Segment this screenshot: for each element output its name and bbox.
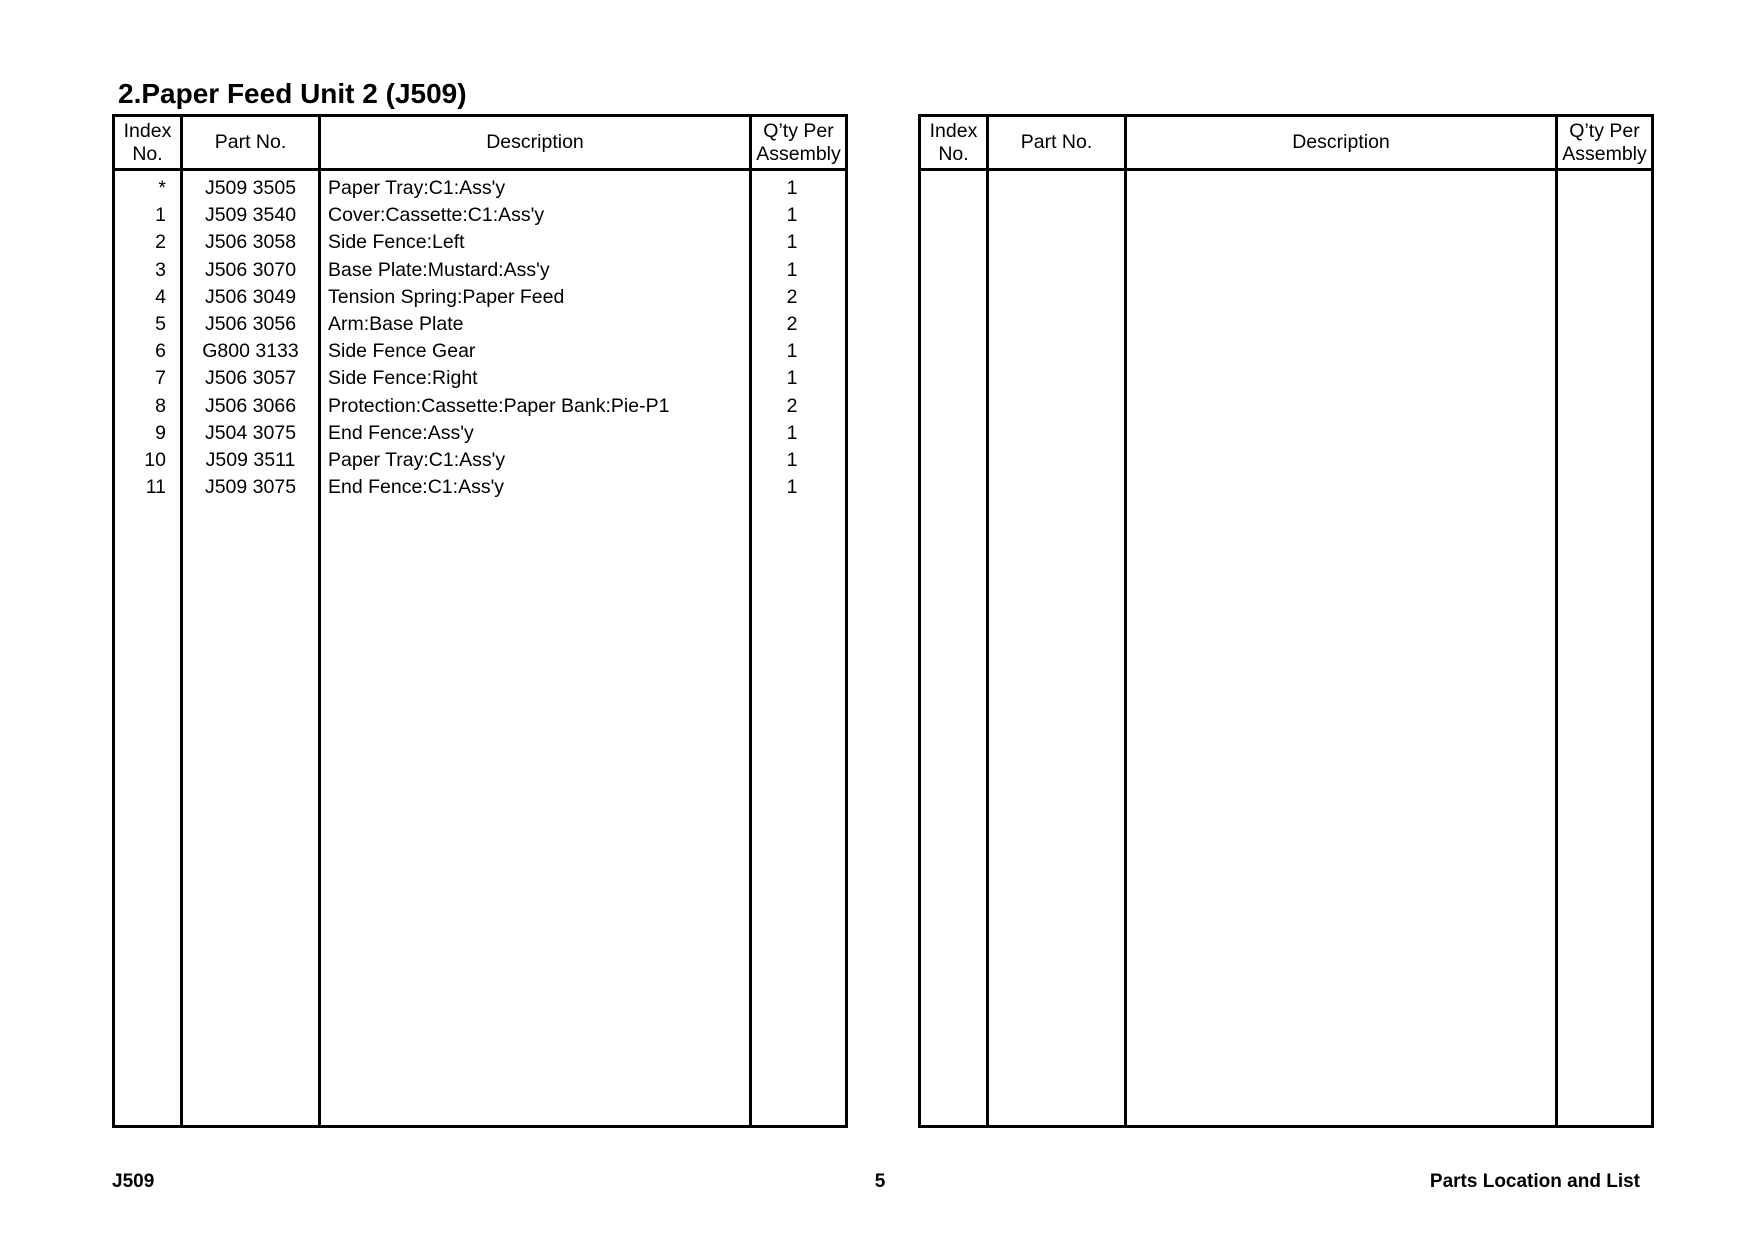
header-qty-line1: Q’ty Per (763, 119, 834, 142)
table-row (115, 175, 845, 202)
row-description: Protection:Cassette:Paper Bank:Pie-P1 (328, 394, 670, 417)
row-qty: 2 (786, 312, 798, 335)
parts-table-right (918, 114, 1654, 1128)
row-index: 9 (155, 421, 166, 444)
row-index: 5 (155, 312, 166, 335)
row-part-no: J506 3066 (204, 394, 297, 417)
row-index: 1 (155, 204, 166, 227)
table-row (115, 474, 845, 501)
header-index-line1: Index (123, 119, 172, 142)
row-description: End Fence:Ass'y (328, 421, 474, 444)
row-description: Side Fence:Right (328, 367, 478, 390)
row-part-no: G800 3133 (202, 340, 299, 363)
row-qty: 1 (786, 204, 798, 227)
row-qty: 1 (786, 476, 798, 499)
column-divider (986, 117, 989, 1125)
table-row (115, 420, 845, 447)
row-qty: 2 (786, 285, 798, 308)
row-qty: 1 (786, 367, 798, 390)
table-row (115, 338, 845, 365)
row-part-no: J506 3056 (204, 312, 297, 335)
row-part-no: J504 3075 (204, 421, 297, 444)
row-qty: 1 (786, 340, 798, 363)
row-description: Paper Tray:C1:Ass'y (328, 177, 506, 199)
header-qty-line1: Q’ty Per (1569, 119, 1640, 142)
column-divider (1555, 117, 1558, 1125)
header-index-line2: No. (938, 142, 969, 165)
row-index: 3 (155, 258, 166, 281)
row-index: 10 (144, 448, 166, 471)
row-qty: 1 (786, 448, 798, 471)
row-description: Paper Tray:C1:Ass'y (328, 448, 506, 471)
header-part-no: Part No. (214, 131, 287, 153)
parts-table-left (112, 114, 848, 1128)
row-index: 2 (155, 231, 166, 254)
header-index-no (921, 117, 986, 168)
row-part-no: J509 3540 (204, 204, 297, 227)
footer-section: Parts Location and List (1429, 1171, 1640, 1192)
row-qty: 1 (786, 421, 798, 444)
row-part-no: J506 3049 (204, 285, 297, 308)
header-qty-line2: Assembly (1562, 142, 1647, 165)
header-divider (921, 168, 1651, 171)
row-index: * (158, 177, 166, 199)
row-part-no: J506 3057 (204, 367, 297, 390)
table-row (115, 229, 845, 256)
row-description: Arm:Base Plate (328, 312, 464, 335)
footer-page-number: 5 (874, 1171, 886, 1192)
row-part-no: J506 3058 (204, 231, 297, 254)
header-index-no (115, 117, 180, 168)
row-description: End Fence:C1:Ass'y (328, 476, 505, 499)
row-part-no: J509 3511 (205, 448, 296, 471)
header-description: Description (1292, 131, 1390, 153)
row-description: Tension Spring:Paper Feed (328, 285, 565, 308)
row-part-no: J506 3070 (204, 258, 297, 281)
table-row (115, 393, 845, 420)
table-row (115, 202, 845, 229)
page-title: 2.Paper Feed Unit 2 (J509) (118, 78, 467, 109)
row-qty: 1 (786, 231, 798, 254)
footer-model: J509 (112, 1171, 155, 1192)
header-qty-line2: Assembly (756, 142, 841, 165)
header-index-line1: Index (929, 119, 978, 142)
header-index-line2: No. (132, 142, 163, 165)
row-index: 4 (155, 285, 166, 308)
header-qty-per-assembly (1558, 117, 1651, 168)
row-qty: 1 (786, 177, 798, 199)
row-description: Side Fence:Left (328, 231, 465, 254)
row-description: Cover:Cassette:C1:Ass'y (328, 204, 545, 227)
row-qty: 1 (786, 258, 798, 281)
table-row (115, 311, 845, 338)
table-row (115, 447, 845, 474)
header-part-no: Part No. (1020, 131, 1093, 153)
row-index: 7 (155, 367, 166, 390)
row-index: 6 (155, 340, 166, 363)
table-row (115, 257, 845, 284)
row-part-no: J509 3075 (204, 476, 297, 499)
table-row (115, 365, 845, 392)
row-description: Base Plate:Mustard:Ass'y (328, 258, 550, 281)
row-part-no: J509 3505 (204, 177, 297, 199)
row-qty: 2 (786, 394, 798, 417)
column-divider (1124, 117, 1127, 1125)
row-description: Side Fence Gear (328, 340, 476, 363)
parts-list (115, 171, 845, 501)
header-qty-per-assembly (752, 117, 845, 168)
row-index: 8 (155, 394, 166, 417)
header-description: Description (486, 131, 584, 153)
row-index: 11 (145, 476, 166, 499)
table-row (115, 284, 845, 311)
